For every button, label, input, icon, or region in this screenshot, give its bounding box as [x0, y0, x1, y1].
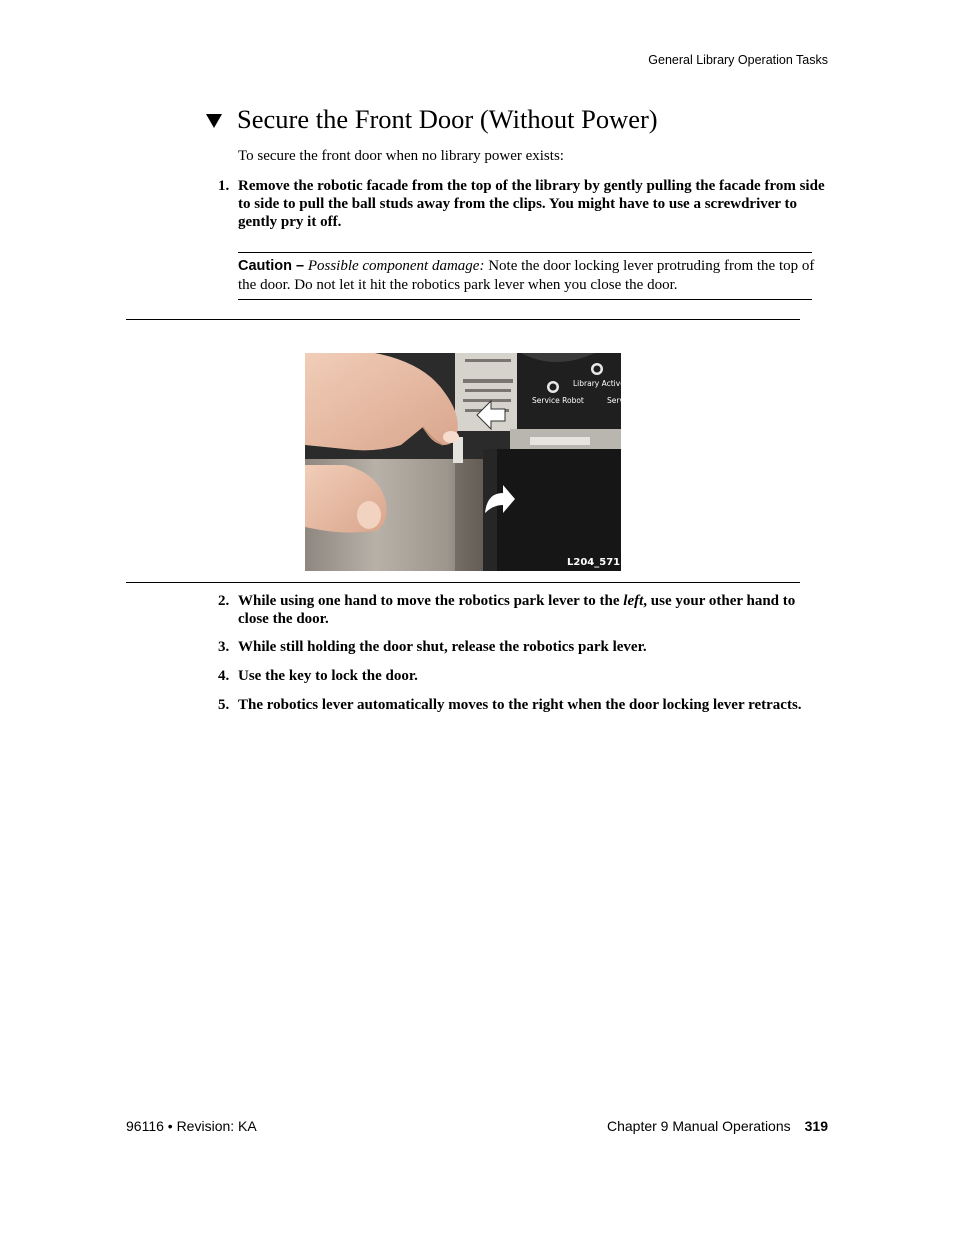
door-lever-photo [305, 353, 625, 571]
step-number: 5. [218, 697, 230, 713]
footer-doc-revision: 96116 • Revision: KA [126, 1118, 257, 1134]
step-text [238, 592, 826, 628]
running-header: General Library Operation Tasks [648, 53, 828, 67]
step-text: While still holding the door shut, release the robotics park lever. [238, 639, 647, 655]
figure-top-rule [126, 319, 800, 320]
intro-paragraph: To secure the front door when no library power exists: [238, 148, 564, 164]
photo-illustration [305, 353, 625, 571]
section-heading [206, 104, 658, 135]
step-5 [218, 696, 826, 714]
panel-label-serv: Serv [607, 396, 624, 405]
figure-bottom-rule [126, 582, 800, 583]
step-text-part: , use your other hand to close the door. [238, 593, 796, 627]
footer-chapter [607, 1118, 828, 1134]
section-title: Secure the Front Door (Without Power) [237, 104, 658, 134]
caution-label: Caution – [238, 258, 305, 274]
step-text-italic: left [623, 593, 644, 609]
caution-top-rule [238, 252, 812, 253]
step-1 [218, 177, 826, 231]
step-4 [218, 667, 826, 685]
step-number: 2. [218, 593, 230, 609]
step-text: Remove the robotic facade from the top of the library by gently pulling the facade from side to side to pull the ball studs away from the clips. You might have to use a screwdriver to gently pry it off. [238, 178, 825, 230]
page-number: 319 [804, 1118, 828, 1134]
figure-id-label: L204_571 [567, 557, 621, 568]
caution-note [238, 257, 828, 294]
step-text: The robotics lever automatically moves to the right when the door locking lever retracts. [238, 697, 802, 713]
caution-emphasis: Possible component damage: [307, 258, 485, 274]
panel-label-library-active: Library Active [573, 379, 625, 388]
step-number: 1. [218, 178, 230, 194]
caution-bottom-rule [238, 299, 812, 300]
step-2 [218, 592, 826, 628]
step-text: Use the key to lock the door. [238, 668, 418, 684]
caution-text: Note the door locking lever protruding from the top of the door. Do not let it hit the robotics park lever when you close the door. [238, 258, 815, 293]
triangle-down-icon [206, 114, 222, 128]
step-number: 4. [218, 668, 230, 684]
panel-label-service-robot: Service Robot [532, 396, 584, 405]
step-3 [218, 638, 826, 656]
step-number: 3. [218, 639, 230, 655]
footer-chapter-title: Chapter 9 Manual Operations [606, 1118, 791, 1134]
step-text-part: While using one hand to move the robotics park lever to the [238, 593, 624, 609]
